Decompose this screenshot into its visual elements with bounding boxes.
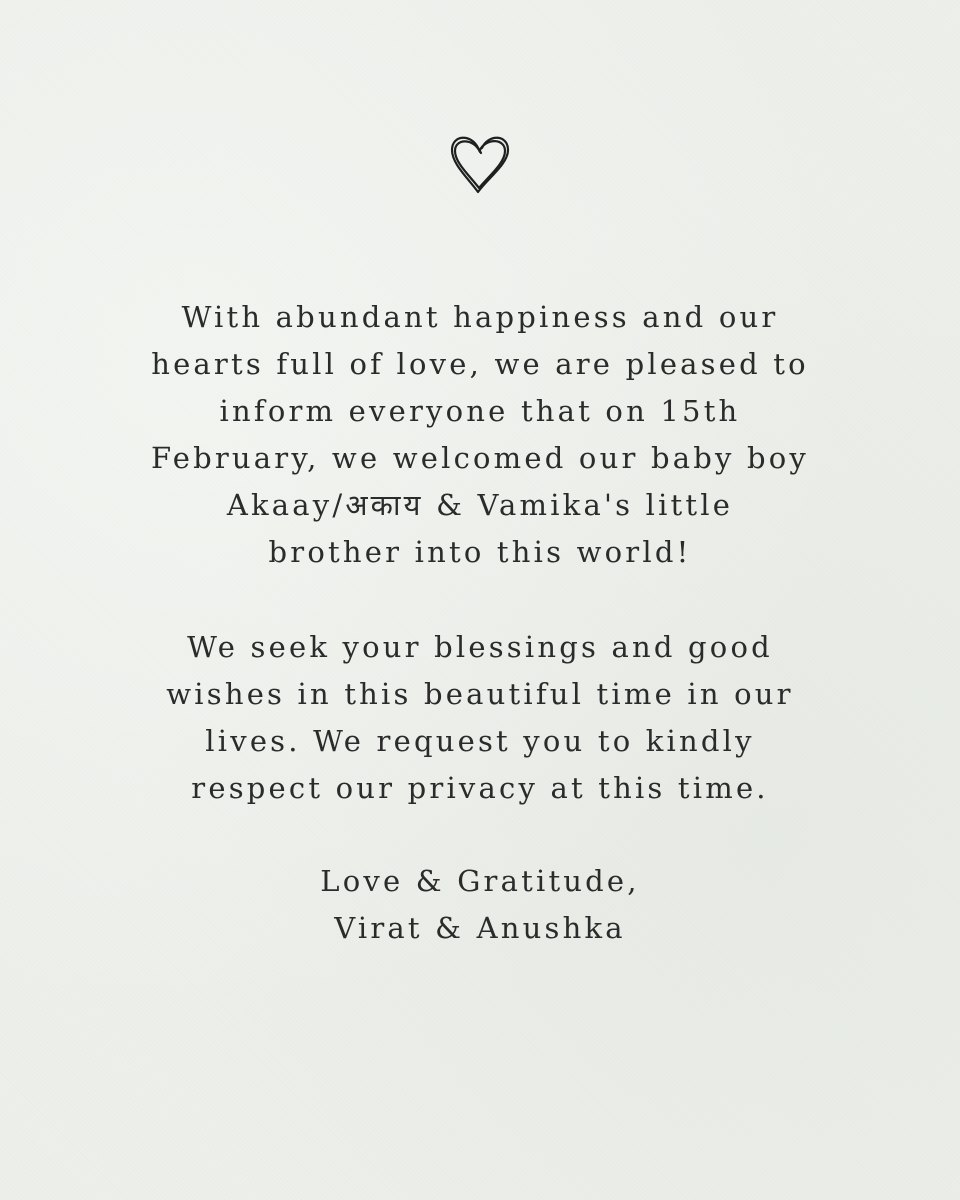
text-line: lives. We request you to kindly: [205, 724, 755, 758]
announcement-paragraph: [0, 294, 960, 576]
text-line: brother into this world!: [268, 535, 692, 569]
text-line: With abundant happiness and our: [181, 300, 779, 334]
text-line: hearts full of love, we are pleased to: [151, 347, 809, 381]
heart-icon: [444, 126, 516, 198]
signoff-line: Love & Gratitude,: [320, 864, 640, 898]
text-line: inform everyone that on 15th: [219, 394, 741, 428]
signature: Virat & Anushka: [334, 911, 626, 945]
signoff: [0, 858, 960, 952]
text-line: February, we welcomed our baby boy: [151, 441, 809, 475]
text-line: We seek your blessings and good: [187, 630, 773, 664]
text-line: respect our privacy at this time.: [191, 771, 769, 805]
blessings-paragraph: [0, 624, 960, 812]
text-line: wishes in this beautiful time in our: [166, 677, 794, 711]
text-line: Akaay/अकाय & Vamika's little: [226, 488, 734, 522]
